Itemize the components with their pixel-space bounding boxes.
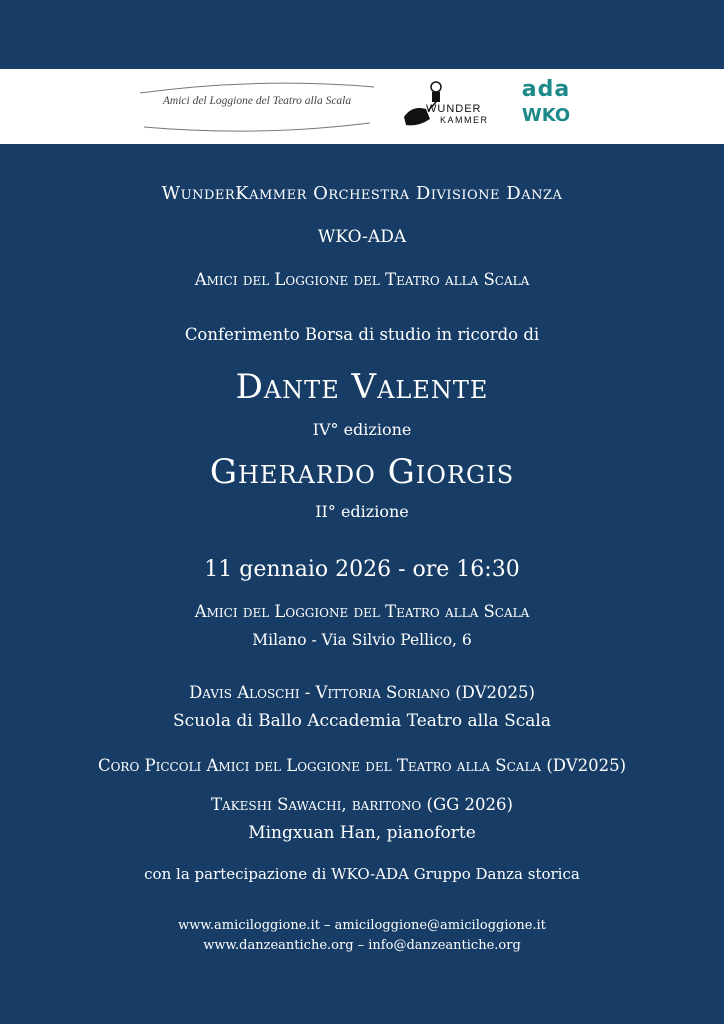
honoree-1-name: Dante Valente [235,367,489,407]
event-venue: Amici del Loggione del Teatro alla Scala [194,602,530,621]
wunderkammer-text-top: WUNDER [426,103,482,115]
footer-contacts-1: www.amiciloggione.it – amiciloggione@amiciloggione.it [178,918,546,933]
event-date-time: 11 gennaio 2026 - ore 16:30 [204,557,520,582]
award-intro: Conferimento Borsa di studio in ricordo di [184,325,540,344]
organizer-line-1: WunderKammer Orchestra Divisione Danza [161,183,563,204]
participation-note: con la partecipazione di WKO-ADA Gruppo Danza storica [144,865,580,883]
amici-logo-text: Amici del Loggione del Teatro alla Scala [162,95,352,107]
ada-logo-text: ada [521,77,571,102]
wunderkammer-logo [400,75,510,137]
performers-dancers: Davis Aloschi - Vittoria Soriano (DV2025) [189,683,535,702]
performers-pianist: Mingxuan Han, pianoforte [248,823,476,843]
amici-loggione-logo [138,75,376,137]
performers-baritone: Takeshi Sawachi, baritono (GG 2026) [211,795,513,814]
ada-wko-logo [514,75,578,137]
organizer-line-2: WKO-ADA [317,227,407,247]
honoree-1-edition: IV° edizione [312,420,412,439]
wunderkammer-text-bottom: KAMMER [440,115,489,125]
honoree-2-name: Gherardo Giorgis [209,452,515,492]
honoree-2-edition: II° edizione [315,502,409,521]
performers-choir: Coro Piccoli Amici del Loggione del Teatro alla Scala (DV2025) [97,756,627,775]
wko-logo-text: WKO [521,105,571,126]
organizer-line-3: Amici del Loggione del Teatro alla Scala [194,270,530,289]
event-address: Milano - Via Silvio Pellico, 6 [252,631,472,649]
footer-contacts-2: www.danzeantiche.org – info@danzeantiche.org [203,938,521,953]
performers-school: Scuola di Ballo Accademia Teatro alla Scala [173,711,551,731]
logo-band [0,69,724,144]
